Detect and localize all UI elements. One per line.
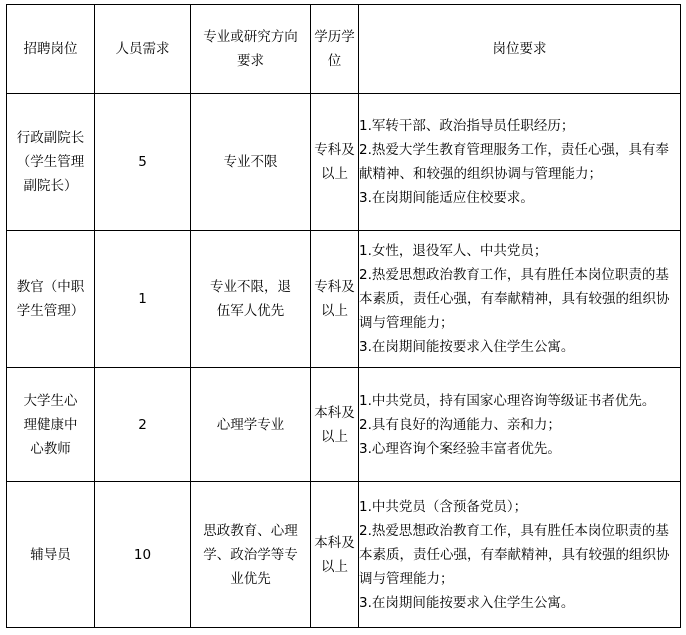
requirement-item: 2.热爱大学生教育管理服务工作，责任心强，具有奉献精神、和较强的组织协调与管理能力； [359, 142, 669, 182]
row-position: 大学生心理健康中心教师 [7, 368, 95, 482]
header-requirements: 岗位要求 [359, 5, 681, 94]
table-row [7, 231, 681, 368]
row-count: 5 [95, 94, 191, 231]
requirement-item: 3.在岗期间能按要求入住学生公寓。 [359, 339, 575, 355]
recruitment-table [6, 4, 681, 628]
row-position: 行政副院长（学生管理副院长） [7, 94, 95, 231]
row-requirements [359, 368, 681, 482]
header-major: 专业或研究方向要求 [191, 5, 311, 94]
requirement-item: 2.热爱思想政治教育工作，具有胜任本岗位职责的基本素质，责任心强，有奉献精神，具有较强的组织协调与管理能力； [359, 267, 670, 331]
row-education: 专科及以上 [311, 94, 359, 231]
requirement-item: 1.女性，退役军人、中共党员； [359, 243, 548, 259]
row-position: 辅导员 [7, 482, 95, 628]
row-education: 专科及以上 [311, 231, 359, 368]
row-major: 思政教育、心理学、政治学等专业优先 [191, 482, 311, 628]
row-major: 专业不限，退伍军人优先 [191, 231, 311, 368]
requirement-item: 1.军转干部、政治指导员任职经历； [359, 118, 575, 134]
requirement-item: 1.中共党员（含预备党员）； [359, 498, 528, 515]
row-education: 本科及以上 [311, 368, 359, 482]
header-row [7, 5, 681, 94]
row-requirements [359, 231, 681, 368]
requirement-item: 2.热爱思想政治教育工作，具有胜任本岗位职责的基本素质，责任心强，有奉献精神，具有较强的组织协调与管理能力； [359, 522, 670, 587]
header-education: 学历学位 [311, 5, 359, 94]
requirement-item: 2.具有良好的沟通能力、亲和力； [359, 416, 561, 433]
table-row [7, 368, 681, 482]
row-position: 教官（中职学生管理） [7, 231, 95, 368]
row-requirements [359, 482, 681, 628]
requirement-item: 3.在岗期间能适应住校要求。 [359, 190, 534, 206]
row-count: 1 [95, 231, 191, 368]
table-row [7, 482, 681, 628]
row-count: 2 [95, 368, 191, 482]
requirement-item: 3.心理咨询个案经验丰富者优先。 [359, 440, 561, 457]
header-position: 招聘岗位 [7, 5, 95, 94]
row-requirements [359, 94, 681, 231]
row-major: 专业不限 [191, 94, 311, 231]
table-row [7, 94, 681, 231]
requirement-item: 1.中共党员，持有国家心理咨询等级证书者优先。 [359, 392, 656, 409]
header-count: 人员需求 [95, 5, 191, 94]
requirement-item: 3.在岗期间能按要求入住学生公寓。 [359, 594, 575, 611]
row-count: 10 [95, 482, 191, 628]
row-major: 心理学专业 [191, 368, 311, 482]
row-education: 本科及以上 [311, 482, 359, 628]
